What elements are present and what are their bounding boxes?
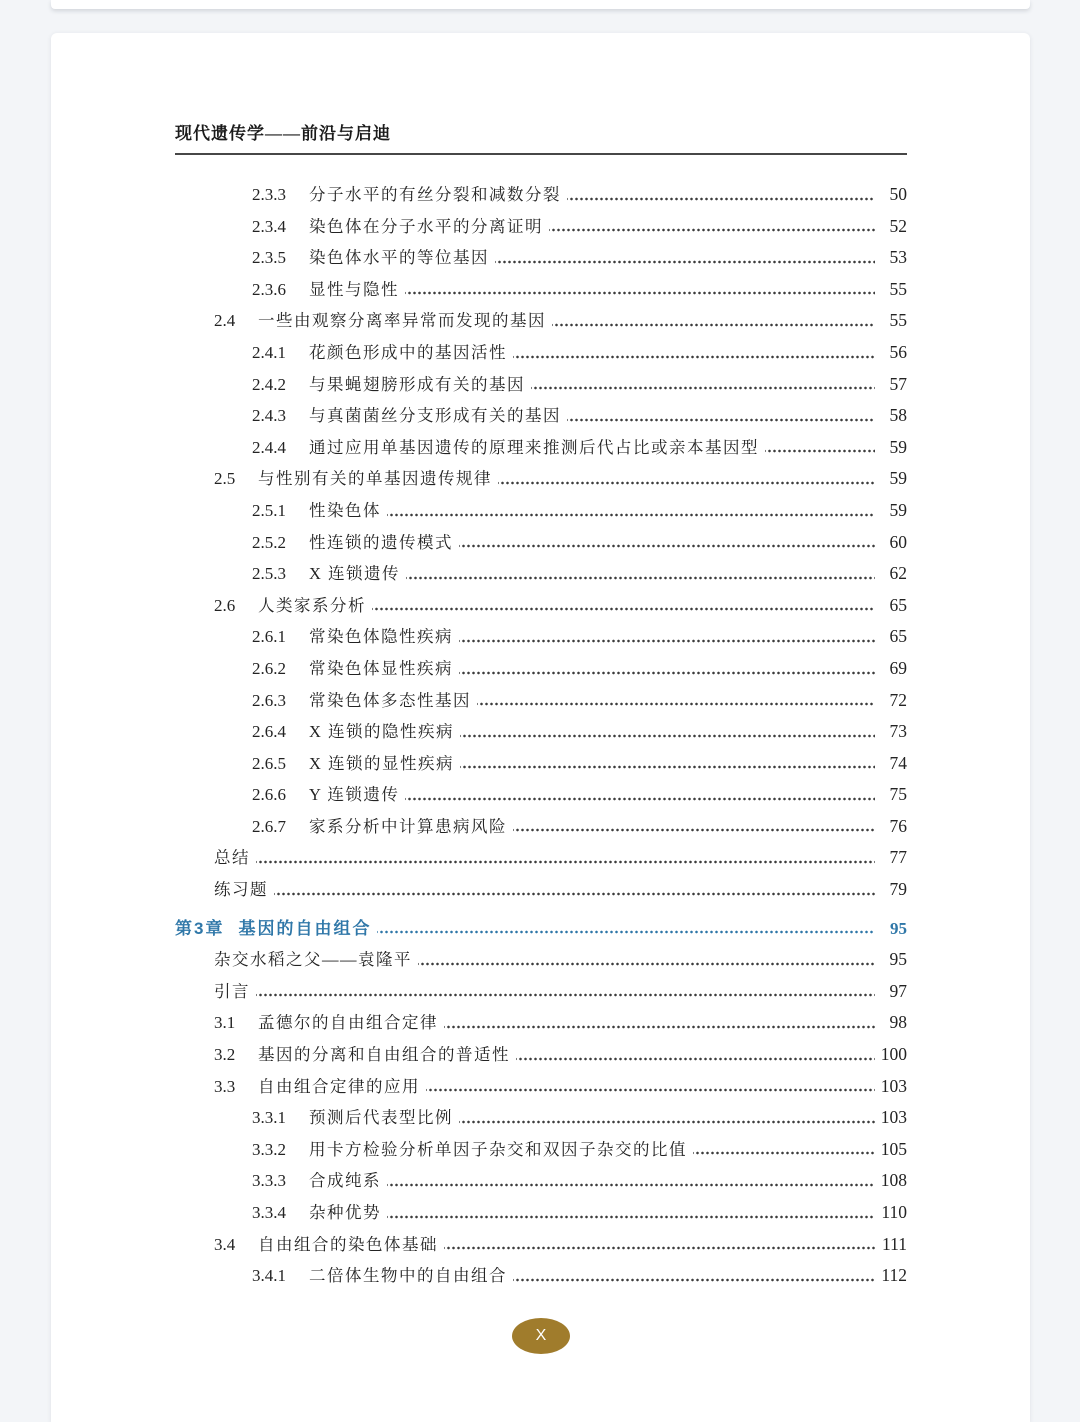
entry-number: 2.4 [214, 311, 236, 331]
entry-page: 74 [889, 752, 907, 773]
toc-entry[interactable] [252, 274, 907, 306]
entry-page: 111 [882, 1233, 907, 1254]
entry-number: 2.6.5 [252, 753, 286, 773]
entry-page: 55 [889, 310, 907, 331]
entry-number: 2.6.7 [252, 816, 286, 836]
entry-page: 79 [889, 879, 907, 900]
entry-number: 2.3.4 [252, 216, 286, 236]
toc-entry[interactable] [214, 1039, 907, 1071]
entry-title: 自由组合的染色体基础 [258, 1234, 438, 1254]
toc-entry[interactable] [214, 944, 907, 976]
leader-dots [567, 179, 875, 211]
entry-page: 105 [880, 1138, 907, 1159]
entry-page: 97 [889, 980, 907, 1001]
entry-title: 基因的分离和自由组合的普适性 [258, 1045, 510, 1065]
entry-title: 杂交水稻之父——袁隆平 [214, 950, 412, 970]
entry-page: 69 [889, 657, 907, 678]
toc-entry[interactable] [252, 748, 907, 780]
entry-title: 练习题 [214, 880, 268, 900]
entry-page: 110 [881, 1202, 907, 1222]
entry-number: 2.6.2 [252, 658, 286, 678]
leader-dots [531, 369, 875, 401]
previous-page-edge [51, 0, 1030, 9]
leader-dots [459, 527, 875, 559]
toc-entry[interactable] [252, 527, 907, 559]
toc-entry[interactable] [214, 463, 907, 495]
leader-dots [459, 621, 875, 653]
entry-title: 与果蝇翅膀形成有关的基因 [309, 374, 525, 394]
entry-title: X 连锁的隐性疾病 [309, 722, 455, 742]
entry-title: 预测后代表型比例 [309, 1108, 453, 1128]
entry-number: 2.6.6 [252, 785, 286, 805]
entry-title: 显性与隐性 [309, 279, 399, 299]
entry-title: 自由组合定律的应用 [258, 1076, 420, 1096]
entry-page: 62 [889, 563, 907, 584]
entry-number: 3.4 [214, 1234, 236, 1254]
entry-title: 与性别有关的单基因遗传规律 [258, 469, 492, 489]
leader-dots [693, 1134, 875, 1166]
toc-entry[interactable] [252, 779, 907, 811]
entry-number: 2.6.4 [252, 722, 286, 742]
entry-title: 染色体在分子水平的分离证明 [309, 216, 543, 236]
entry-number: 3.3.3 [252, 1171, 286, 1191]
leader-dots [552, 305, 875, 337]
entry-page: 55 [889, 278, 907, 299]
entry-number: 3.1 [214, 1013, 236, 1033]
leader-dots [460, 748, 875, 780]
toc-entry[interactable] [252, 1102, 907, 1134]
entry-number: 第3章 [175, 918, 225, 938]
entry-title: 总结 [214, 848, 250, 868]
leader-dots [516, 1039, 875, 1071]
entry-title: X 连锁的显性疾病 [309, 753, 455, 773]
page-content [51, 33, 1030, 1354]
toc-entry[interactable] [252, 653, 907, 685]
entry-page: 60 [889, 531, 907, 552]
entry-title: 引言 [214, 981, 250, 1001]
entry-page: 98 [889, 1012, 907, 1033]
page-number-label: X [535, 1326, 547, 1344]
entry-page: 103 [880, 1107, 907, 1128]
entry-page: 108 [880, 1170, 907, 1191]
entry-number: 3.3.1 [252, 1108, 286, 1128]
entry-title: 二倍体生物中的自由组合 [309, 1266, 507, 1286]
entry-page: 95 [890, 918, 907, 938]
entry-page: 95 [889, 949, 907, 970]
leader-dots [256, 842, 875, 874]
toc-entry[interactable] [214, 874, 907, 906]
entry-number: 3.3.2 [252, 1139, 286, 1159]
entry-page: 59 [889, 499, 907, 520]
toc-entry[interactable] [214, 976, 907, 1008]
entry-number: 3.3.4 [252, 1203, 286, 1222]
entry-page: 59 [889, 436, 907, 457]
entry-title: 性染色体 [309, 500, 381, 520]
toc-entry[interactable] [252, 621, 907, 653]
entry-page: 75 [889, 784, 907, 805]
leader-dots [459, 653, 875, 685]
entry-number: 2.3.5 [252, 248, 286, 268]
toc-list [175, 179, 907, 1292]
entry-page: 65 [889, 626, 907, 647]
entry-number: 2.3.6 [252, 279, 286, 299]
leader-dots [406, 558, 875, 590]
leader-dots [765, 432, 875, 464]
page-number-badge [512, 1318, 570, 1354]
leader-dots [426, 1071, 875, 1103]
toc-entry[interactable] [175, 913, 907, 945]
entry-title: 花颜色形成中的基因活性 [309, 342, 507, 362]
leader-dots [567, 400, 875, 432]
toc-entry[interactable] [252, 558, 907, 590]
entry-title: 合成纯系 [309, 1171, 381, 1191]
toc-entry[interactable] [252, 1260, 907, 1292]
toc-entry[interactable] [252, 685, 907, 717]
leader-dots [549, 211, 875, 243]
entry-title: 常染色体多态性基因 [309, 690, 471, 710]
entry-title: 染色体水平的等位基因 [309, 248, 489, 268]
toc-entry[interactable] [252, 337, 907, 369]
entry-number: 2.6.1 [252, 627, 286, 647]
leader-dots [377, 913, 875, 945]
leader-dots [256, 976, 875, 1008]
toc-entry[interactable] [252, 1197, 907, 1229]
toc-entry[interactable] [214, 842, 907, 874]
leader-dots [477, 685, 875, 717]
entry-page: 59 [889, 468, 907, 489]
entry-title: 通过应用单基因遗传的原理来推测后代占比或亲本基因型 [309, 437, 759, 457]
entry-title: 与真菌菌丝分支形成有关的基因 [309, 406, 561, 426]
toc-entry[interactable] [252, 495, 907, 527]
toc-entry[interactable] [214, 590, 907, 622]
entry-page: 53 [889, 247, 907, 268]
toc-entry[interactable] [252, 811, 907, 843]
entry-page: 58 [889, 405, 907, 426]
leader-dots [459, 1102, 875, 1134]
toc-entry[interactable] [214, 1071, 907, 1103]
entry-title: 一些由观察分离率异常而发现的基因 [258, 311, 546, 331]
entry-page: 52 [889, 215, 907, 236]
header-rule [175, 153, 907, 155]
book-page [51, 33, 1030, 1422]
toc-entry[interactable] [252, 369, 907, 401]
leader-dots [444, 1007, 875, 1039]
entry-title: 人类家系分析 [258, 595, 366, 615]
page-header [175, 121, 907, 155]
entry-number: 2.4.4 [252, 437, 286, 457]
entry-title: 性连锁的遗传模式 [309, 532, 453, 552]
leader-dots [513, 337, 875, 369]
entry-page: 103 [880, 1075, 907, 1096]
entry-number: 2.4.3 [252, 406, 286, 426]
running-head-title: 现代遗传学——前沿与启迪 [175, 124, 391, 143]
entry-page: 76 [889, 815, 907, 836]
entry-title: 杂种优势 [309, 1203, 381, 1222]
leader-dots [274, 874, 875, 906]
entry-page: 50 [889, 184, 907, 204]
entry-number: 2.5 [214, 469, 236, 489]
leader-dots [513, 811, 875, 843]
toc-entry[interactable] [252, 211, 907, 243]
leader-dots [418, 944, 875, 976]
leader-dots [372, 590, 875, 622]
entry-page: 65 [889, 594, 907, 615]
entry-number: 2.3.3 [252, 185, 286, 204]
entry-title: X 连锁遗传 [309, 564, 401, 584]
entry-number: 2.6 [214, 595, 236, 615]
entry-title: 用卡方检验分析单因子杂交和双因子杂交的比值 [309, 1139, 687, 1159]
leader-dots [387, 1165, 875, 1197]
leader-dots [460, 716, 875, 748]
leader-dots [405, 779, 875, 811]
entry-page: 73 [889, 721, 907, 742]
entry-number: 2.5.3 [252, 564, 286, 584]
toc-entry[interactable] [252, 179, 907, 211]
toc-entry[interactable] [214, 1007, 907, 1039]
entry-title: 常染色体隐性疾病 [309, 627, 453, 647]
toc-entry[interactable] [252, 432, 907, 464]
entry-title: 孟德尔的自由组合定律 [258, 1013, 438, 1033]
entry-page: 72 [889, 689, 907, 710]
leader-dots [387, 1197, 875, 1229]
toc-entry[interactable] [214, 1229, 907, 1261]
entry-number: 3.4.1 [252, 1266, 286, 1286]
leader-dots [405, 274, 875, 306]
entry-page: 100 [880, 1044, 907, 1065]
entry-page: 57 [889, 373, 907, 394]
toc-entry[interactable] [252, 1165, 907, 1197]
entry-number: 2.6.3 [252, 690, 286, 710]
toc-entry[interactable] [252, 400, 907, 432]
entry-title: 家系分析中计算患病风险 [309, 816, 507, 836]
entry-number: 2.4.1 [252, 342, 286, 362]
entry-page: 56 [889, 341, 907, 362]
entry-title: 基因的自由组合 [238, 918, 372, 938]
entry-number: 2.5.2 [252, 532, 286, 552]
entry-number: 3.2 [214, 1045, 236, 1065]
entry-number: 2.5.1 [252, 500, 286, 520]
entry-title: 分子水平的有丝分裂和减数分裂 [309, 185, 561, 204]
entry-page: 112 [881, 1265, 907, 1286]
entry-page: 77 [889, 847, 907, 868]
entry-title: Y 连锁遗传 [309, 785, 400, 805]
leader-dots [495, 242, 875, 274]
leader-dots [387, 495, 875, 527]
toc-entry[interactable] [252, 716, 907, 748]
leader-dots [513, 1260, 875, 1292]
leader-dots [498, 463, 875, 495]
toc-entry[interactable] [252, 1134, 907, 1166]
leader-dots [444, 1229, 875, 1261]
toc-entry[interactable] [214, 305, 907, 337]
entry-number: 3.3 [214, 1076, 236, 1096]
entry-title: 常染色体显性疾病 [309, 658, 453, 678]
toc-entry[interactable] [252, 242, 907, 274]
entry-number: 2.4.2 [252, 374, 286, 394]
